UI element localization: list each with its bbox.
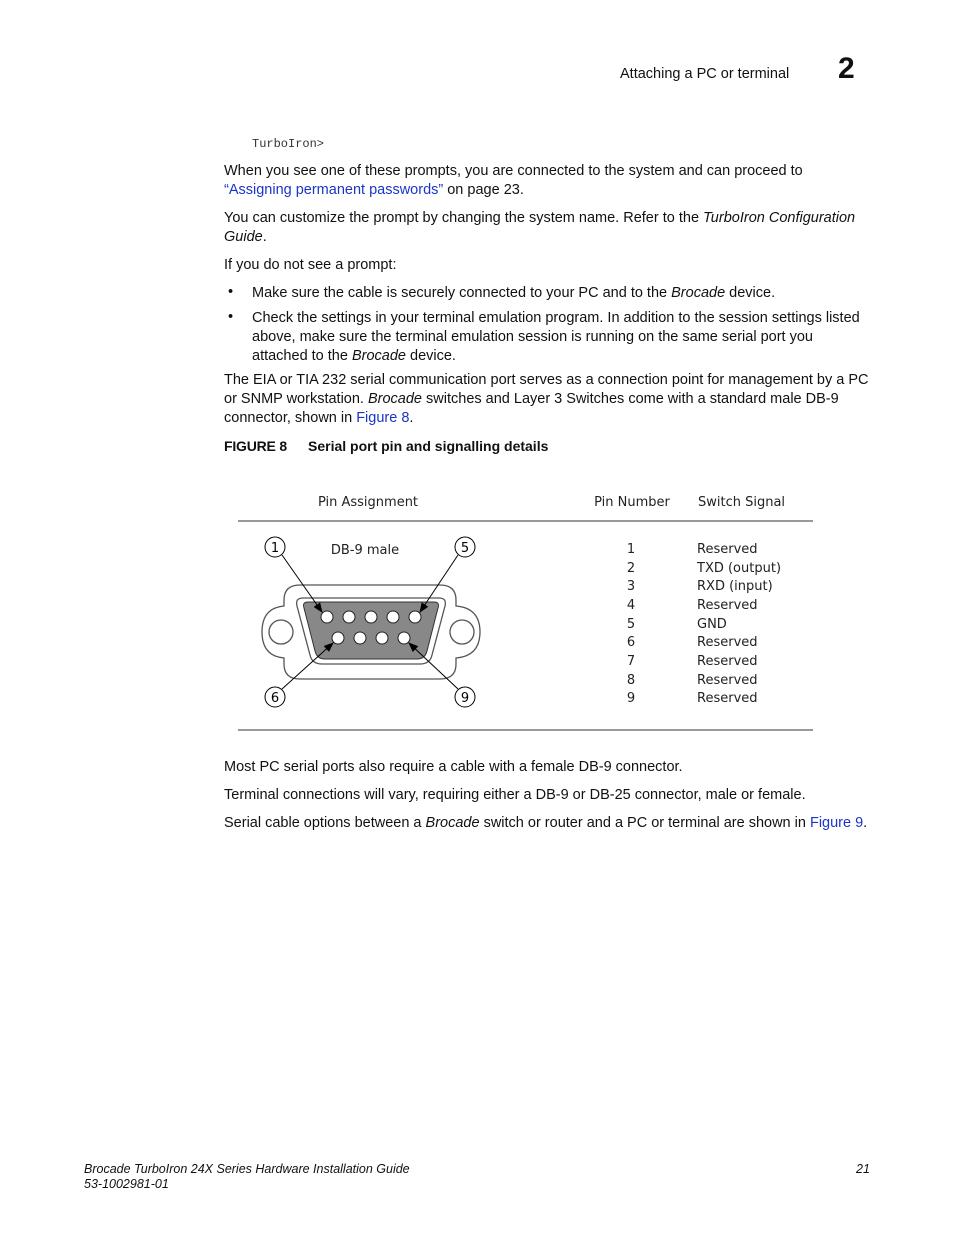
pin-8 xyxy=(376,632,388,644)
pin-7 xyxy=(354,632,366,644)
pin-5 xyxy=(409,611,421,623)
footer-title: Brocade TurboIron 24X Series Hardware Installation Guide xyxy=(84,1162,410,1176)
pin-3 xyxy=(365,611,377,623)
svg-text:Reserved: Reserved xyxy=(697,635,758,650)
svg-text:6: 6 xyxy=(626,635,636,650)
pin-row xyxy=(627,691,758,706)
link-assigning-passwords[interactable]: “Assigning permanent passwords” xyxy=(224,182,444,198)
pin-row xyxy=(627,542,758,557)
pin-row xyxy=(627,635,758,650)
running-header-title: Attaching a PC or terminal xyxy=(620,66,790,82)
paragraph-eia: The EIA or TIA 232 serial communication port serves as a connection point for management by a PC or SNMP workstation. Brocade switches and Layer 3 Switches come with a standard male DB-9 connector, shown in Figure 8. xyxy=(224,372,869,426)
figure-label: FIGURE 8 xyxy=(224,438,287,454)
footer-page-number: 21 xyxy=(856,1162,870,1176)
paragraph-terminal-connections: Terminal connections will vary, requiring either a DB-9 or DB-25 connector, male or female. xyxy=(224,787,806,803)
pin-2 xyxy=(343,611,355,623)
paragraph-prompts: When you see one of these prompts, you are connected to the system and can proceed to “Assigning permanent passwords” on page 23. xyxy=(224,163,803,198)
pin-row xyxy=(627,673,758,688)
db9-connector xyxy=(262,585,480,679)
pin-6 xyxy=(332,632,344,644)
pin-row xyxy=(627,654,758,669)
connector-label: DB-9 male xyxy=(330,543,400,558)
svg-text:Reserved: Reserved xyxy=(697,542,758,557)
svg-text:9: 9 xyxy=(626,691,636,706)
svg-text:2: 2 xyxy=(626,561,636,576)
paragraph-no-prompt: If you do not see a prompt: xyxy=(224,257,397,273)
svg-text:RXD (input): RXD (input) xyxy=(697,579,773,594)
pin-4 xyxy=(387,611,399,623)
link-figure-9[interactable]: Figure 9 xyxy=(809,815,864,831)
svg-text:Reserved: Reserved xyxy=(697,598,758,613)
svg-text:7: 7 xyxy=(626,654,636,669)
svg-text:TXD (output): TXD (output) xyxy=(697,561,782,576)
footer-doc-number: 53-1002981-01 xyxy=(84,1177,169,1191)
paragraph-customize: You can customize the prompt by changing the system name. Refer to the TurboIron Configuration Guide. xyxy=(224,210,856,245)
svg-text:5: 5 xyxy=(626,617,636,632)
svg-text:GND: GND xyxy=(697,617,727,632)
svg-text:Reserved: Reserved xyxy=(697,654,758,669)
pin-row xyxy=(627,579,773,594)
svg-text:3: 3 xyxy=(626,579,636,594)
svg-text:Reserved: Reserved xyxy=(697,691,758,706)
col-header-pin-assignment: Pin Assignment xyxy=(317,495,419,510)
code-prompt: TurboIron> xyxy=(252,137,325,151)
bullet-item-settings: Check the settings in your terminal emulation program. In addition to the session settings listed above, make sure the terminal emulation session is running on the same serial port you attached to the Brocade device. xyxy=(252,310,860,364)
svg-text:8: 8 xyxy=(626,673,636,688)
mount-hole-right xyxy=(450,620,474,644)
svg-text:1: 1 xyxy=(626,542,636,557)
svg-text:1: 1 xyxy=(270,541,280,556)
mount-hole-left xyxy=(269,620,293,644)
paragraph-cable-options: Serial cable options between a Brocade switch or router and a PC or terminal are shown in Figure 9. xyxy=(224,815,868,831)
col-header-switch-signal: Switch Signal xyxy=(698,495,786,510)
chapter-number: 2 xyxy=(838,52,855,85)
bullet-item-cable: Make sure the cable is securely connected to your PC and to the Brocade device. xyxy=(252,285,776,301)
pin-row xyxy=(627,598,758,613)
pin-row xyxy=(627,617,727,632)
svg-text:9: 9 xyxy=(460,691,470,706)
figure-title: Serial port pin and signalling details xyxy=(308,438,549,454)
pin-row xyxy=(627,561,781,576)
bullet-symbol: • xyxy=(228,309,234,325)
pin-9 xyxy=(398,632,410,644)
svg-text:4: 4 xyxy=(626,598,636,613)
svg-text:5: 5 xyxy=(460,541,470,556)
col-header-pin-number: Pin Number xyxy=(594,495,670,510)
bullet-symbol: • xyxy=(228,284,234,300)
svg-text:Reserved: Reserved xyxy=(697,673,758,688)
paragraph-female-db9: Most PC serial ports also require a cable with a female DB-9 connector. xyxy=(224,759,683,775)
svg-text:6: 6 xyxy=(270,691,280,706)
link-figure-8[interactable]: Figure 8 xyxy=(356,410,410,426)
pin-1 xyxy=(321,611,333,623)
